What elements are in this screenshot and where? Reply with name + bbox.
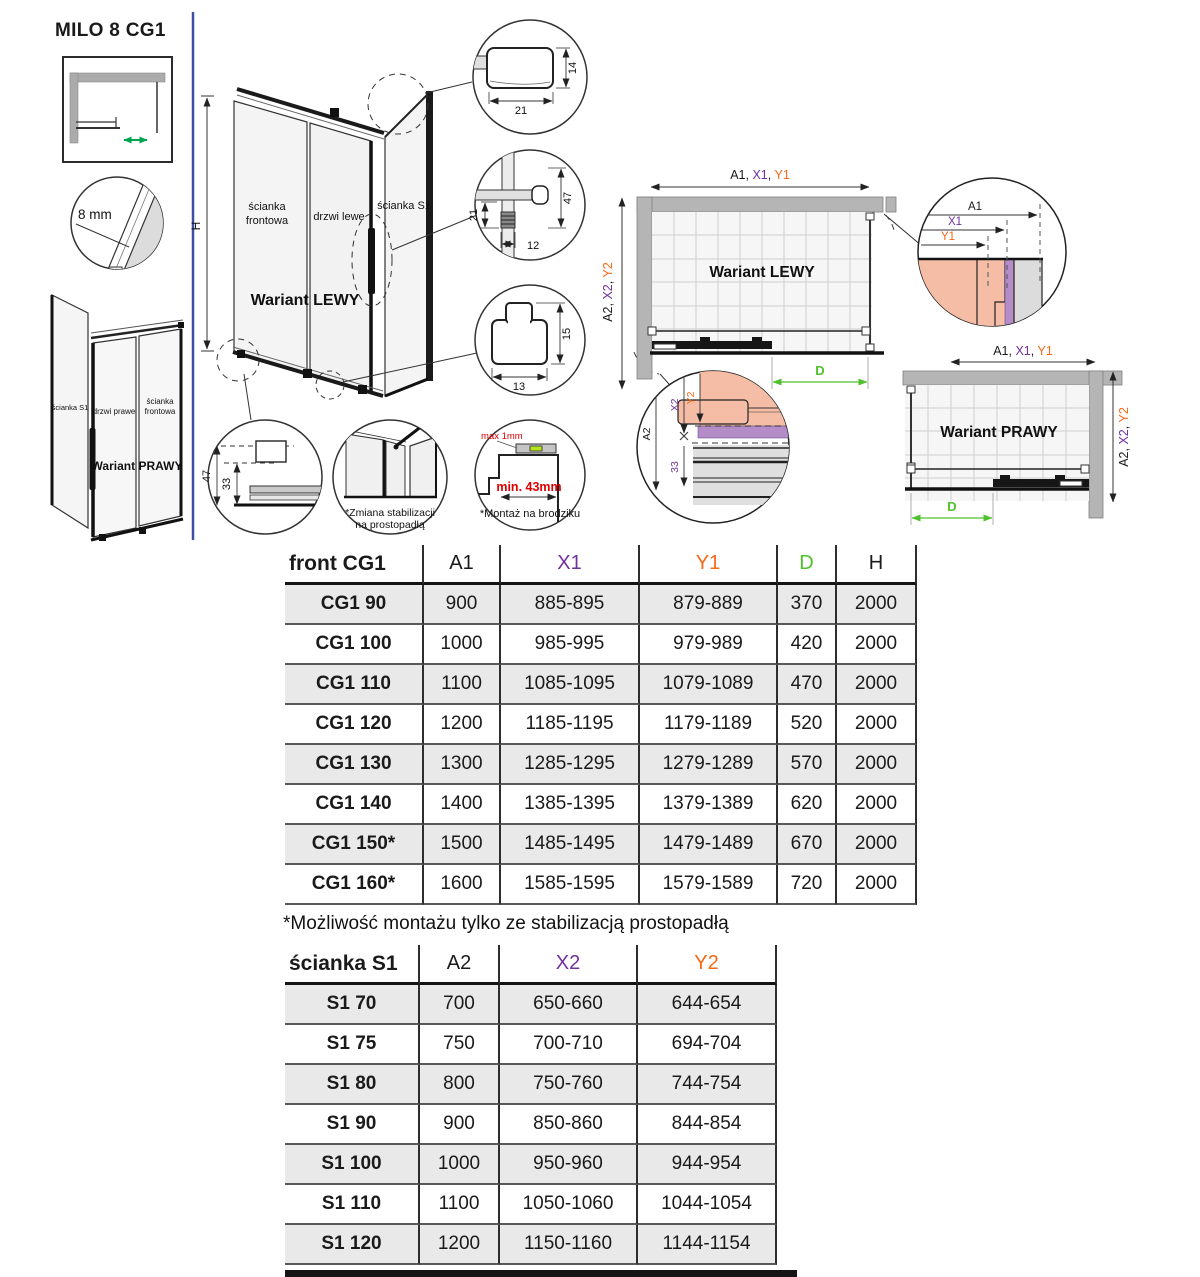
stabilization-caption-2: na prostopadłą: [355, 519, 425, 531]
page-title: MILO 8 CG1: [55, 20, 166, 41]
front-panel-label-2: frontowa: [245, 215, 289, 227]
variant-label: Wariant LEWY: [250, 292, 360, 309]
table-cell: 1485-1495: [501, 825, 640, 865]
iso-view-prawy: [52, 295, 184, 541]
table-cell: 1185-1195: [501, 705, 640, 745]
table-cell: 1050-1060: [500, 1185, 638, 1225]
handle-height-dim: 14: [567, 61, 579, 75]
technical-drawing: [0, 0, 1200, 545]
table-cell: 1000: [420, 1145, 500, 1185]
table-cell: 700-710: [500, 1025, 638, 1065]
table-cell: 1100: [424, 665, 501, 705]
table-cell: 750: [420, 1025, 500, 1065]
table-cell: 1000: [424, 625, 501, 665]
table-cell: 620: [778, 785, 837, 825]
plan-prawy-right-dim: A2, X2, Y2: [1117, 407, 1131, 467]
row-label: CG1 120: [285, 705, 424, 745]
profile-height-dim: 15: [561, 327, 573, 341]
detail-profile-circle: [475, 285, 585, 395]
table-cell: 879-889: [640, 585, 778, 625]
table-cell: 1279-1289: [640, 745, 778, 785]
circle-a2-dim-y2: Y2: [685, 391, 697, 405]
table-cell: 1600: [424, 865, 501, 905]
table-cell: 979-989: [640, 625, 778, 665]
table-cell: 1400: [424, 785, 501, 825]
circle-a1-dim-x1: X1: [947, 216, 963, 228]
table-cell: 1200: [420, 1225, 500, 1265]
plan-prawy-top-dim: A1, X1, Y1: [993, 344, 1053, 358]
table-cell: 744-754: [638, 1065, 777, 1105]
row-label: S1 80: [285, 1065, 420, 1105]
table-cell: 2000: [837, 825, 917, 865]
table-cell: 2000: [837, 665, 917, 705]
table-cell: 1479-1489: [640, 825, 778, 865]
roller-dim-47: 47: [562, 191, 574, 205]
row-label: CG1 100: [285, 625, 424, 665]
glass-thickness-label: 8 mm: [78, 207, 112, 222]
door-panel-label: drzwi lewe: [313, 211, 365, 223]
column-header: ścianka S1: [285, 945, 420, 985]
table-cell: 370: [778, 585, 837, 625]
table-cell: 944-954: [638, 1145, 777, 1185]
iso-s1-label: ścianka S1: [51, 403, 89, 412]
adjust-circle-a2: [637, 371, 798, 523]
front-panel-label-1: ścianka: [248, 201, 286, 213]
footnote: *Możliwość montażu tylko ze stabilizacją prostopadłą: [283, 913, 729, 934]
table-cell: 750-760: [500, 1065, 638, 1105]
circle-a2-dim-a2: A2: [641, 427, 653, 441]
table-cell: 644-654: [638, 985, 777, 1025]
scianka-s1-table: [285, 945, 777, 1265]
table-cell: 650-660: [500, 985, 638, 1025]
table-cell: 1085-1095: [501, 665, 640, 705]
detail-roller-circle: [468, 150, 585, 260]
height-dim-label: H: [189, 221, 203, 231]
circle-a2-dim-33: 33: [669, 461, 681, 473]
glass-thickness-detail: [71, 177, 200, 301]
table-cell: 470: [778, 665, 837, 705]
table-cell: 2000: [837, 585, 917, 625]
detail-bottom-profile-circle: [201, 420, 326, 534]
detail-handle-circle: [468, 20, 587, 134]
table-cell: 900: [424, 585, 501, 625]
table-cell: 2000: [837, 705, 917, 745]
table-cell: 1385-1395: [501, 785, 640, 825]
column-header: A1: [424, 545, 501, 585]
table-cell: 520: [778, 705, 837, 745]
key-pictogram: [63, 57, 172, 162]
row-label: S1 90: [285, 1105, 420, 1145]
tray-max-gap-label: max 1mm: [481, 431, 523, 442]
table-cell: 900: [420, 1105, 500, 1145]
row-label: S1 75: [285, 1025, 420, 1065]
stabilization-caption-1: *Zmiana stabilizacji: [345, 507, 435, 519]
table-cell: 800: [420, 1065, 500, 1105]
row-label: CG1 150*: [285, 825, 424, 865]
table-cell: 1079-1089: [640, 665, 778, 705]
table-cell: 1379-1389: [640, 785, 778, 825]
table-cell: 985-995: [501, 625, 640, 665]
column-header: D: [778, 545, 837, 585]
plan-prawy-variant-label: Wariant PRAWY: [940, 424, 1058, 441]
bottom-dim-33: 33: [221, 477, 233, 491]
column-header: A2: [420, 945, 500, 985]
table-cell: 2000: [837, 745, 917, 785]
row-label: S1 120: [285, 1225, 420, 1265]
detail-tray-circle: [475, 420, 585, 530]
table-cell: 1585-1595: [501, 865, 640, 905]
table-cell: 694-704: [638, 1025, 777, 1065]
column-header: Y2: [638, 945, 777, 985]
side-panel-label: ścianka S1: [377, 200, 431, 212]
table-cell: 700: [420, 985, 500, 1025]
tray-caption: *Montaż na brodziku: [479, 508, 581, 520]
table-cell: 720: [778, 865, 837, 905]
column-header: Y1: [640, 545, 778, 585]
column-header: front CG1: [285, 545, 424, 585]
front-cg1-table: [285, 545, 917, 905]
roller-dim-12: 12: [527, 240, 540, 252]
column-header: X1: [501, 545, 640, 585]
row-label: CG1 160*: [285, 865, 424, 905]
bottom-crop-bar: [285, 1270, 797, 1277]
table-cell: 850-860: [500, 1105, 638, 1145]
iso-variant-label: Wariant PRAWY: [91, 459, 183, 473]
table-cell: 885-895: [501, 585, 640, 625]
detail-stabilization-circle: [333, 419, 447, 534]
table-cell: 570: [778, 745, 837, 785]
table-cell: 1579-1589: [640, 865, 778, 905]
plan-lewy-d-dim: D: [815, 363, 825, 378]
table-cell: 1100: [420, 1185, 500, 1225]
table-cell: 1200: [424, 705, 501, 745]
table-cell: 1500: [424, 825, 501, 865]
column-header: X2: [500, 945, 638, 985]
profile-width-dim: 13: [512, 381, 526, 393]
plan-lewy-variant-label: Wariant LEWY: [709, 264, 815, 281]
plan-view-prawy: [903, 344, 1131, 525]
plan-prawy-d-dim: D: [947, 499, 957, 514]
table-cell: 1150-1160: [500, 1225, 638, 1265]
table-cell: 2000: [837, 865, 917, 905]
tray-min-width-label: min. 43mm: [496, 480, 562, 494]
adjust-circle-a1: [915, 178, 1066, 335]
row-label: S1 100: [285, 1145, 420, 1185]
iso-front-label-2: frontowa: [144, 407, 176, 416]
circle-a2-dim-x2: X2: [669, 398, 681, 412]
row-label: CG1 140: [285, 785, 424, 825]
circle-a1-dim-a1: A1: [967, 201, 983, 213]
circle-a1-dim-y1: Y1: [940, 231, 956, 243]
plan-lewy-top-dim: A1, X1, Y1: [730, 168, 790, 182]
plan-view-lewy: [601, 168, 896, 389]
table-cell: 420: [778, 625, 837, 665]
table-cell: 844-854: [638, 1105, 777, 1145]
table-cell: 1300: [424, 745, 501, 785]
iso-door-label: drzwi prawe: [92, 407, 136, 416]
bottom-dim-47: 47: [201, 469, 213, 483]
table-cell: 2000: [837, 625, 917, 665]
table-cell: 2000: [837, 785, 917, 825]
table-cell: 1144-1154: [638, 1225, 777, 1265]
table-cell: 950-960: [500, 1145, 638, 1185]
table-cell: 670: [778, 825, 837, 865]
roller-dim-21: 21: [468, 208, 480, 222]
row-label: S1 110: [285, 1185, 420, 1225]
handle-width-dim: 21: [514, 105, 528, 117]
plan-lewy-left-dim: A2, X2, Y2: [601, 262, 615, 322]
table-cell: 1179-1189: [640, 705, 778, 745]
row-label: CG1 90: [285, 585, 424, 625]
iso-front-label-1: ścianka: [146, 397, 174, 406]
row-label: S1 70: [285, 985, 420, 1025]
table-cell: 1285-1295: [501, 745, 640, 785]
table-cell: 1044-1054: [638, 1185, 777, 1225]
row-label: CG1 110: [285, 665, 424, 705]
front-view-lewy: [189, 74, 433, 399]
column-header: H: [837, 545, 917, 585]
row-label: CG1 130: [285, 745, 424, 785]
